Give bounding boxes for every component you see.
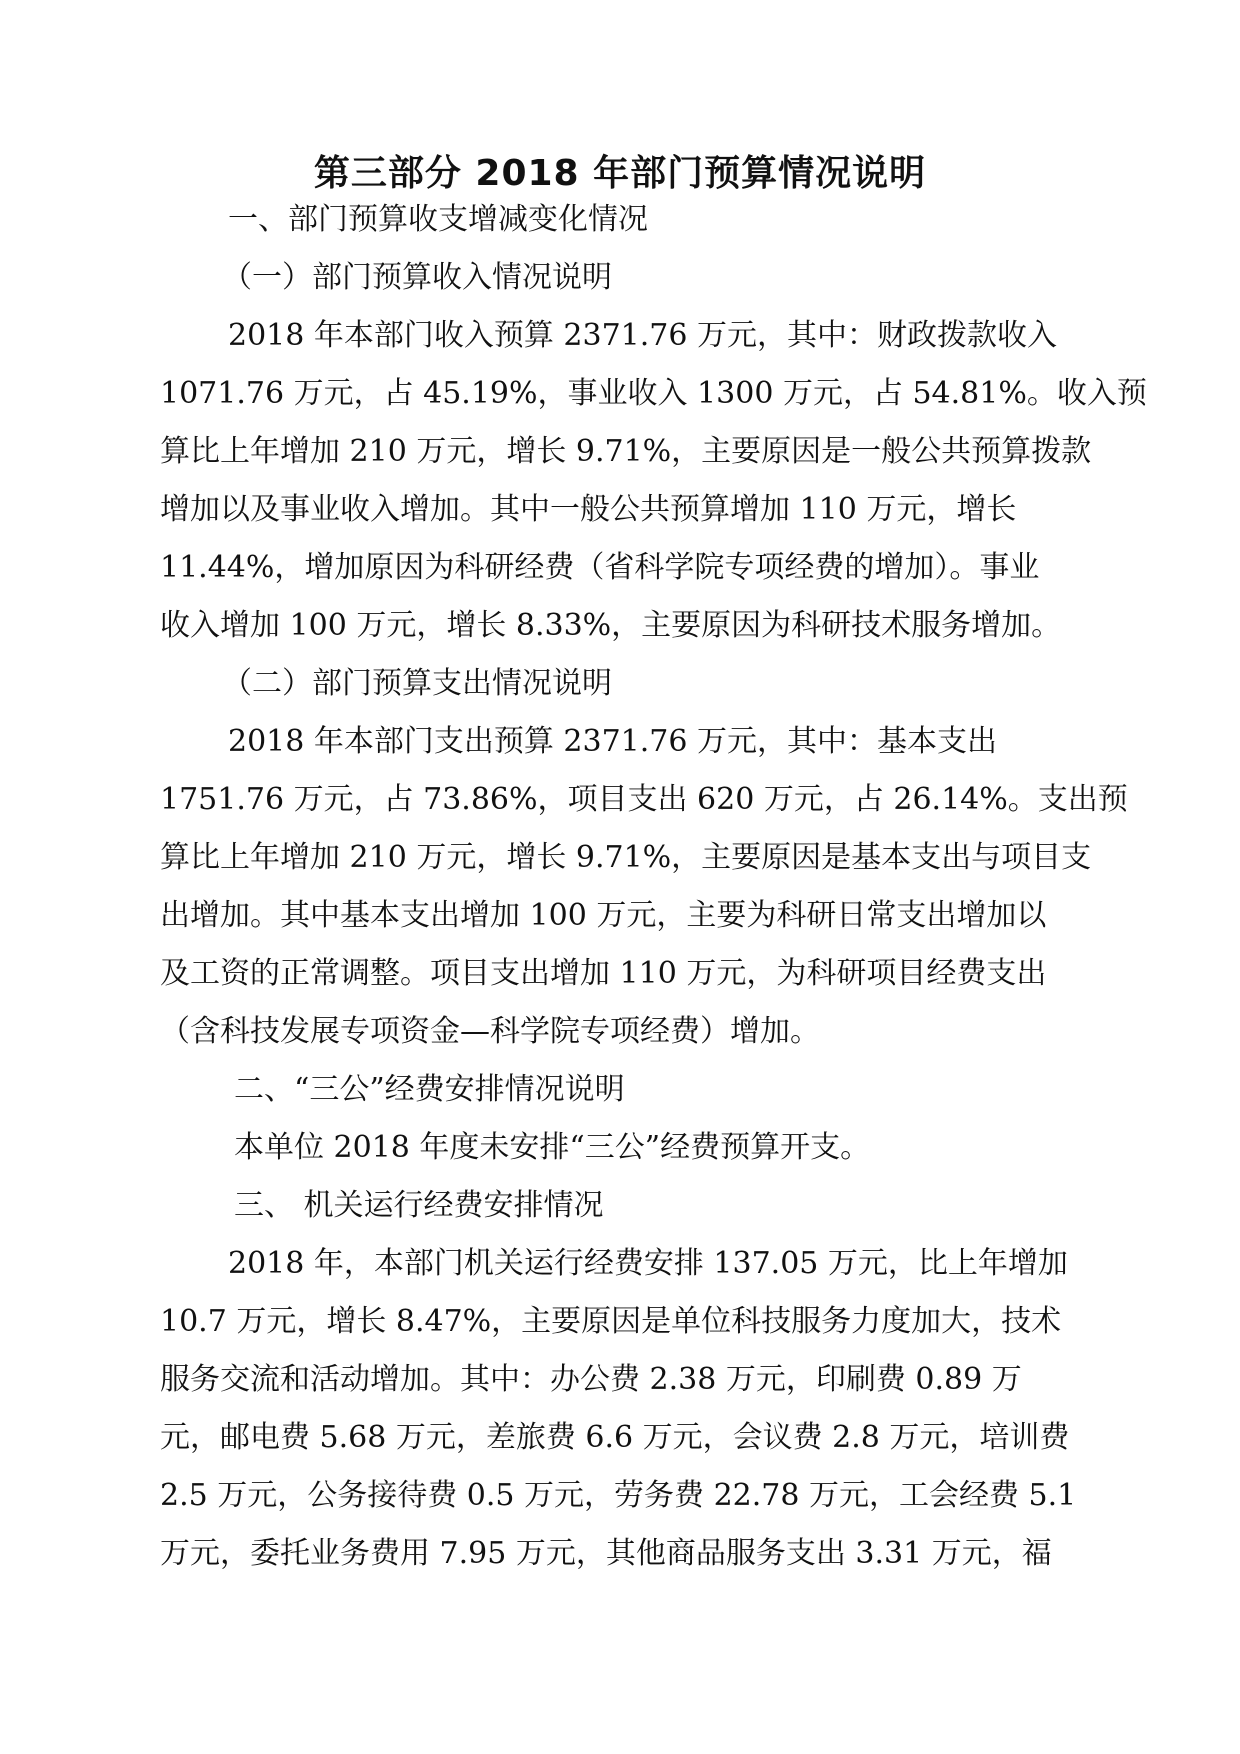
document-title: 第三部分 2018 年部门预算情况说明 — [313, 153, 927, 194]
paragraph-line: 元，邮电费 5.68 万元，差旅费 6.6 万元，会议费 2.8 万元，培训费 — [160, 1420, 1070, 1455]
paragraph-line: 2018 年本部门收入预算 2371.76 万元，其中：财政拨款收入 — [228, 318, 1058, 353]
paragraph-line: 2018 年本部门支出预算 2371.76 万元，其中：基本支出 — [228, 724, 998, 759]
paragraph-line: 服务交流和活动增加。其中：办公费 2.38 万元，印刷费 0.89 万 — [160, 1362, 1022, 1397]
paragraph-line: 2.5 万元，公务接待费 0.5 万元，劳务费 22.78 万元，工会经费 5.1 — [160, 1478, 1077, 1513]
paragraph-line: 2018 年，本部门机关运行经费安排 137.05 万元，比上年增加 — [228, 1246, 1068, 1281]
paragraph-line: 本单位 2018 年度未安排“三公”经费预算开支。 — [234, 1130, 871, 1165]
section-heading-1: 一、部门预算收支增减变化情况 — [228, 202, 648, 237]
paragraph-line: 10.7 万元，增长 8.47%，主要原因是单位科技服务力度加大，技术 — [160, 1304, 1062, 1339]
section-heading-2: 二、“三公”经费安排情况说明 — [234, 1072, 625, 1107]
paragraph-line: 增加以及事业收入增加。其中一般公共预算增加 110 万元，增长 — [160, 492, 1017, 527]
subsection-heading-1-1: （一）部门预算收入情况说明 — [222, 260, 612, 295]
paragraph-line: 及工资的正常调整。项目支出增加 110 万元，为科研项目经费支出 — [160, 956, 1047, 991]
paragraph-line: 1751.76 万元，占 73.86%，项目支出 620 万元，占 26.14%。支出预 — [160, 782, 1128, 817]
paragraph-line: 出增加。其中基本支出增加 100 万元，主要为科研日常支出增加以 — [160, 898, 1047, 933]
paragraph-line: 算比上年增加 210 万元，增长 9.71%，主要原因是基本支出与项目支 — [160, 840, 1092, 875]
subsection-heading-1-2: （二）部门预算支出情况说明 — [222, 666, 612, 701]
paragraph-line: 万元，委托业务费用 7.95 万元，其他商品服务支出 3.31 万元，福 — [160, 1536, 1052, 1571]
paragraph-line: 算比上年增加 210 万元，增长 9.71%，主要原因是一般公共预算拨款 — [160, 434, 1092, 469]
paragraph-line: 收入增加 100 万元，增长 8.33%，主要原因为科研技术服务增加。 — [160, 608, 1062, 643]
paragraph-line: 11.44%，增加原因为科研经费（省科学院专项经费的增加）。事业 — [160, 550, 1040, 585]
section-heading-3: 三、 机关运行经费安排情况 — [234, 1188, 604, 1223]
paragraph-line: 1071.76 万元，占 45.19%，事业收入 1300 万元，占 54.81%。收入预 — [160, 376, 1147, 411]
paragraph-line: （含科技发展专项资金—科学院专项经费）增加。 — [160, 1014, 820, 1049]
